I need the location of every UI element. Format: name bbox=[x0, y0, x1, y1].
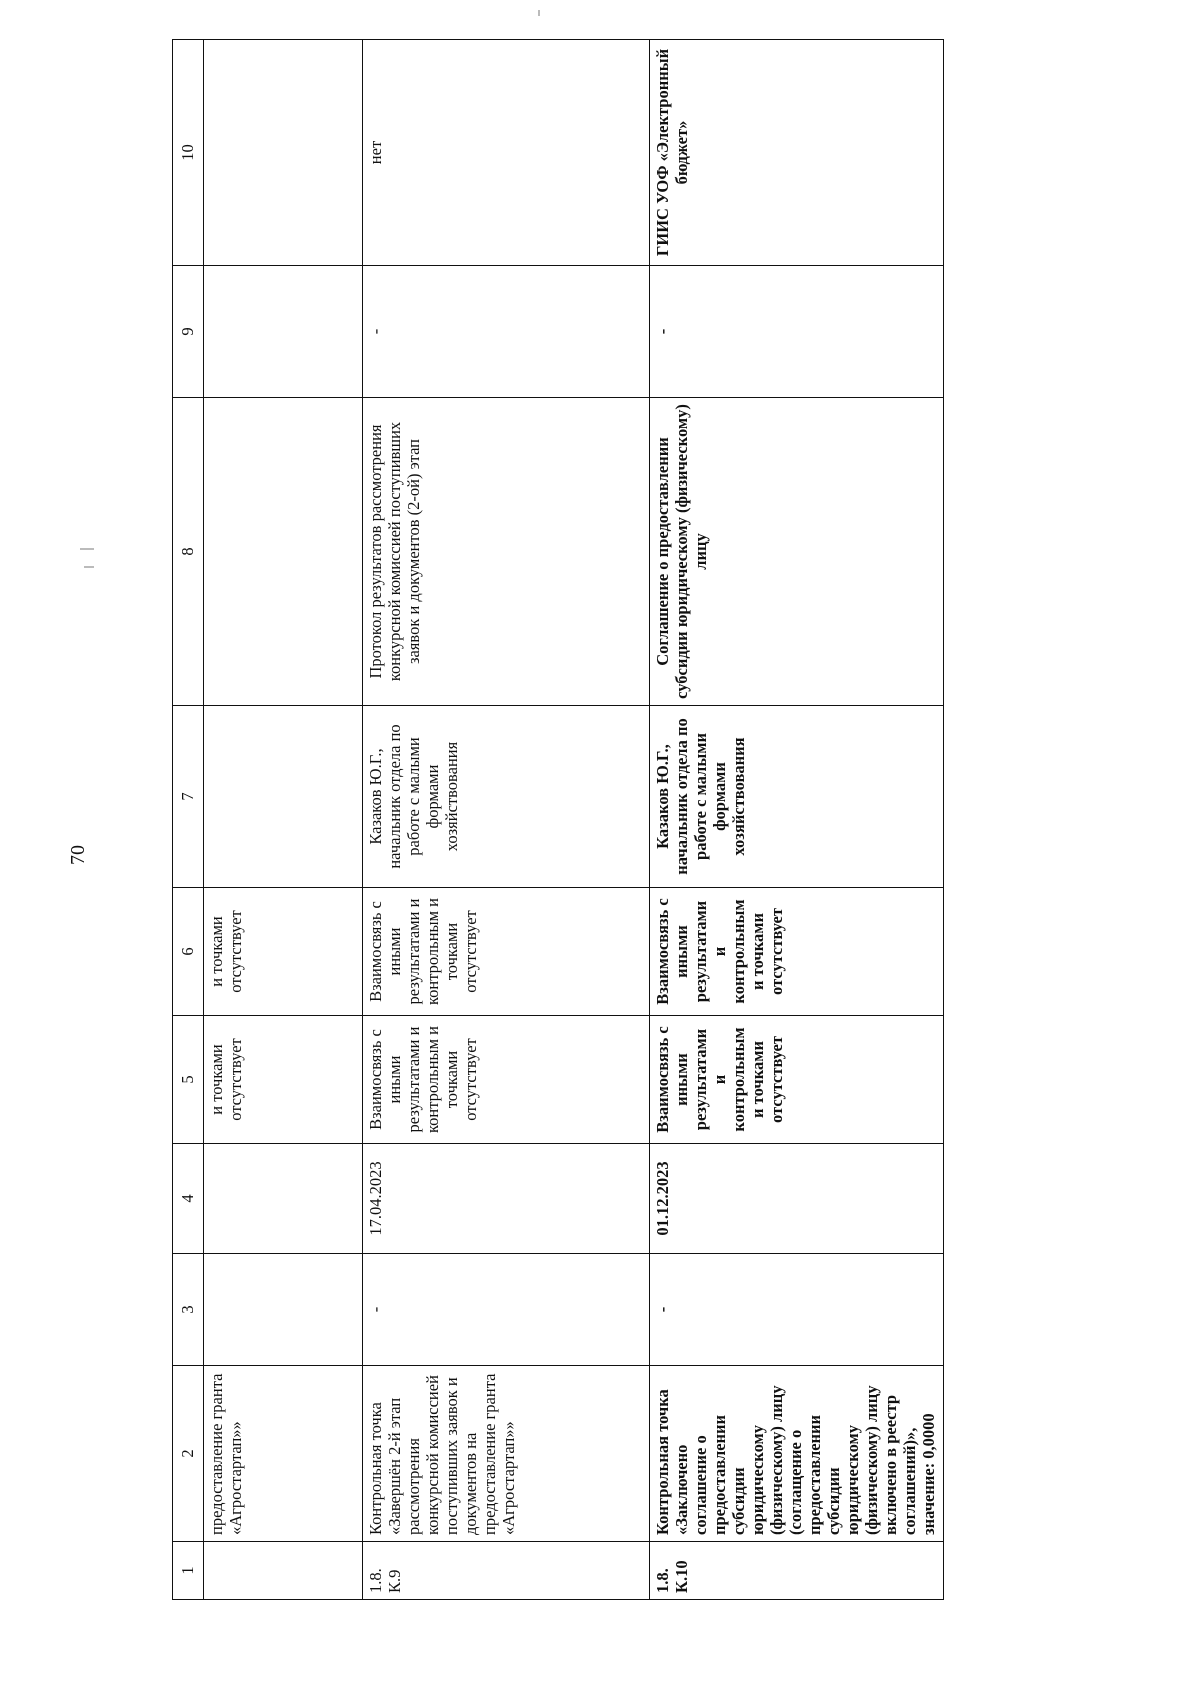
rotated-table-container bbox=[172, 40, 938, 1600]
cell-responsible bbox=[204, 706, 363, 888]
cell-relation-5: и точками отсутствует bbox=[204, 1016, 363, 1144]
cell-col3: - bbox=[363, 1254, 650, 1366]
column-header-3: 3 bbox=[173, 1254, 204, 1366]
scan-speck bbox=[80, 548, 94, 550]
column-header-2: 2 bbox=[173, 1366, 204, 1542]
column-number-row bbox=[173, 40, 204, 1600]
cell-responsible: Казаков Ю.Г., начальник отдела по работе с малыми формами хозяйствования bbox=[650, 706, 944, 888]
cell-system: нет bbox=[363, 40, 650, 266]
column-header-10: 10 bbox=[173, 40, 204, 266]
cell-document: Протокол результатов рассмотрения конкурсной комиссией поступивших заявок и документов (2-ой) этап bbox=[363, 398, 650, 706]
cell-title: Контрольная точка «Заключено соглашение о предоставлении субсидии юридическому (физическому) лицу (соглащение о предоставлении субсидии юридическому (физическому) лицу включено в реестр соглашений)», значение: 0,0000 bbox=[650, 1366, 944, 1542]
column-header-8: 8 bbox=[173, 398, 204, 706]
cell-title: предоставление гранта «Агростартап»» bbox=[204, 1366, 363, 1542]
cell-col9: - bbox=[363, 266, 650, 398]
scan-speck bbox=[538, 10, 540, 16]
cell-document bbox=[204, 398, 363, 706]
cell-date bbox=[204, 1144, 363, 1254]
cell-system bbox=[204, 40, 363, 266]
cell-col3 bbox=[204, 1254, 363, 1366]
cell-relation-6: и точками отсутствует bbox=[204, 888, 363, 1016]
page-number: 70 bbox=[67, 845, 89, 865]
cell-number: 1.8. К.10 bbox=[650, 1542, 944, 1600]
table-row bbox=[363, 40, 650, 1600]
cell-title: Контрольная точка «Завершён 2-й этап рассмотрения конкурсной комиссией поступивших заявок и документов на предоставление гранта «Агростартап»» bbox=[363, 1366, 650, 1542]
cell-date: 17.04.2023 bbox=[363, 1144, 650, 1254]
column-header-1: 1 bbox=[173, 1542, 204, 1600]
cell-relation-5: Взаимосвязь с иными результатами и контрольным и точками отсутствует bbox=[363, 1016, 650, 1144]
table-row bbox=[204, 40, 363, 1600]
cell-number bbox=[204, 1542, 363, 1600]
cell-relation-6: Взаимосвязь с иными результатами и контрольным и точками отсутствует bbox=[650, 888, 944, 1016]
cell-number: 1.8. К.9 bbox=[363, 1542, 650, 1600]
cell-date: 01.12.2023 bbox=[650, 1144, 944, 1254]
column-header-7: 7 bbox=[173, 706, 204, 888]
cell-col9: - bbox=[650, 266, 944, 398]
table-row bbox=[650, 40, 944, 1600]
scan-speck bbox=[84, 566, 94, 568]
cell-document: Соглашение о предоставлении субсидии юридическому (физическому) лицу bbox=[650, 398, 944, 706]
cell-relation-5: Взаимосвязь с иными результатами и контрольным и точками отсутствует bbox=[650, 1016, 944, 1144]
column-header-6: 6 bbox=[173, 888, 204, 1016]
column-header-4: 4 bbox=[173, 1144, 204, 1254]
column-header-5: 5 bbox=[173, 1016, 204, 1144]
column-header-9: 9 bbox=[173, 266, 204, 398]
cell-system: ГИИС УОФ «Электронный бюджет» bbox=[650, 40, 944, 266]
cell-relation-6: Взаимосвязь с иными результатами и контрольным и точками отсутствует bbox=[363, 888, 650, 1016]
cell-col9 bbox=[204, 266, 363, 398]
control-points-table bbox=[172, 39, 944, 1600]
cell-responsible: Казаков Ю.Г., начальник отдела по работе с малыми формами хозяйствования bbox=[363, 706, 650, 888]
cell-col3: - bbox=[650, 1254, 944, 1366]
